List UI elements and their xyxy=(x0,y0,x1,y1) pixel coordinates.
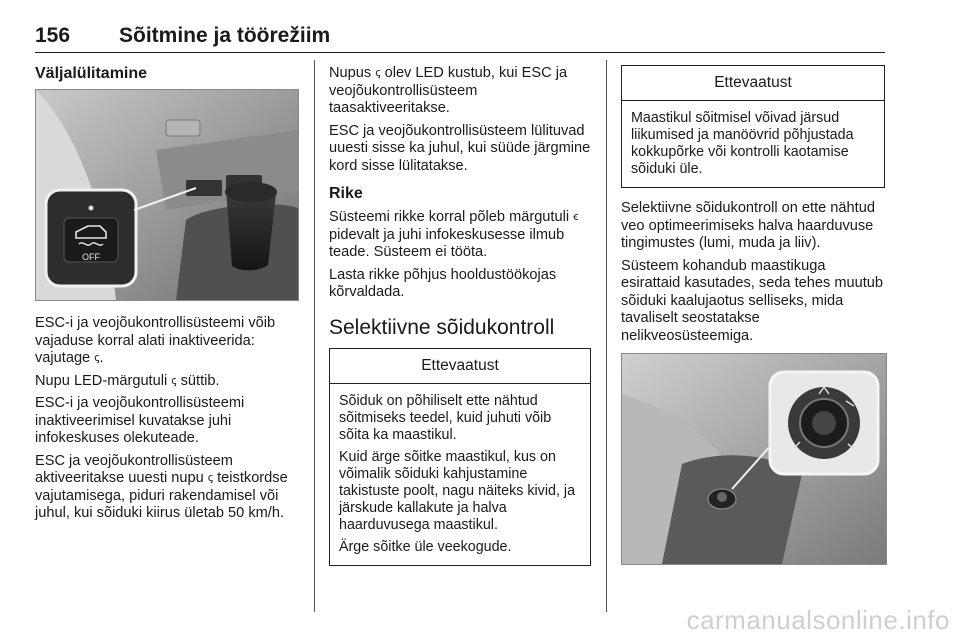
paragraph: Sõiduk on põhiliselt ette nähtud sõitmiseks teedel, kuid juhuti võib sõita ka maastikul. xyxy=(339,392,552,443)
paragraph: Ärge sõitke üle veekogude. xyxy=(339,538,512,555)
caution-box xyxy=(621,65,885,188)
paragraph: Kuid ärge sõitke maastikul, kus on võimalik sõiduki kahjustamine takistuste poolt, nagu näiteks kivid, ja järskude kallakute ja halva haarduvusega maastikul. xyxy=(339,448,576,533)
caution-heading: Ettevaatust xyxy=(330,349,590,384)
paragraph: Lasta rikke põhjus hooldustöökojas kõrvaldada. xyxy=(329,266,557,300)
page-title: Sõitmine ja töörežiim xyxy=(119,24,331,47)
esc-off-icon: ꞔ xyxy=(375,67,381,79)
paragraph: Maastikul sõitmisel võivad järsud liikumised ja manöövrid põhjustada kokkupõrke või kontrolli kaotamise sõiduki üle. xyxy=(631,110,854,177)
page-number: 156 xyxy=(35,24,71,47)
drive-mode-photo xyxy=(621,353,887,565)
esc-off-icon: ꞔ xyxy=(207,472,214,484)
paragraph: Süsteemi rikke korral põleb märgutuli ꞓ pidevalt ja juhi infokeskusesse ilmub teade. Süsteem ei tööta. xyxy=(329,209,579,260)
esc-off-icon: ꞔ xyxy=(94,352,100,364)
section-subheading: Väljalülitamine xyxy=(35,65,148,82)
drive-mode-dial-illustration xyxy=(622,354,886,564)
esc-off-icon: ꞔ xyxy=(171,374,177,387)
caution-heading: Ettevaatust xyxy=(622,66,884,101)
column-middle xyxy=(329,55,591,634)
paragraph: ESC-i ja veojõukontrollisüsteemi inaktiveerimisel kuvatakse juhi infokeskuses olekuteade. xyxy=(35,395,245,446)
section-subheading: Rike xyxy=(329,185,363,202)
paragraph: Süsteem kohandub maastikuga esirattaid kasutades, seda tehes muutub sõiduki kaalujaotus selliseks, mida tavaliselt seostatakse nelikveosüsteemiga. xyxy=(621,257,884,344)
esc-fault-icon: ꞓ xyxy=(573,211,579,223)
paragraph: ESC-i ja veojõukontrollisüsteemi võib vajaduse korral alati inaktiveerida: vajutage ꞔ. xyxy=(35,315,276,366)
column-divider xyxy=(314,60,315,612)
caution-box xyxy=(329,348,591,566)
paragraph: ESC ja veojõukontrollisüsteem aktiveeritakse uuesti nupu ꞔ teistkordse vajutamisega, piduri rakendamisel või juhul, kui sõiduki kiirus ületab 50 km/h. xyxy=(35,452,288,521)
esc-button-photo xyxy=(35,89,299,301)
esc-console-illustration xyxy=(36,90,298,300)
page-header xyxy=(35,22,885,53)
paragraph: ESC ja veojõukontrollisüsteem lülituvad uuesti sisse ka juhul, kui süüde järgmine kord sisse lülitatakse. xyxy=(329,122,591,174)
off-label: OFF xyxy=(82,252,100,262)
paragraph: Nupus ꞔ olev LED kustub, kui ESC ja veojõukontrollisüsteem taasaktiveeritakse. xyxy=(329,65,568,116)
column-right xyxy=(621,55,885,634)
watermark: carmanualsonline.info xyxy=(686,605,950,635)
paragraph: Selektiivne sõidukontroll on ette nähtud veo optimeerimiseks halva haarduvuse tingimustes (lumi, muda ja liiv). xyxy=(621,200,875,251)
column-divider xyxy=(606,60,607,612)
section-heading: Selektiivne sõidukontroll xyxy=(329,315,555,339)
column-left xyxy=(35,55,297,634)
paragraph: Nupu LED-märgutuli ꞔ süttib. xyxy=(35,372,220,389)
